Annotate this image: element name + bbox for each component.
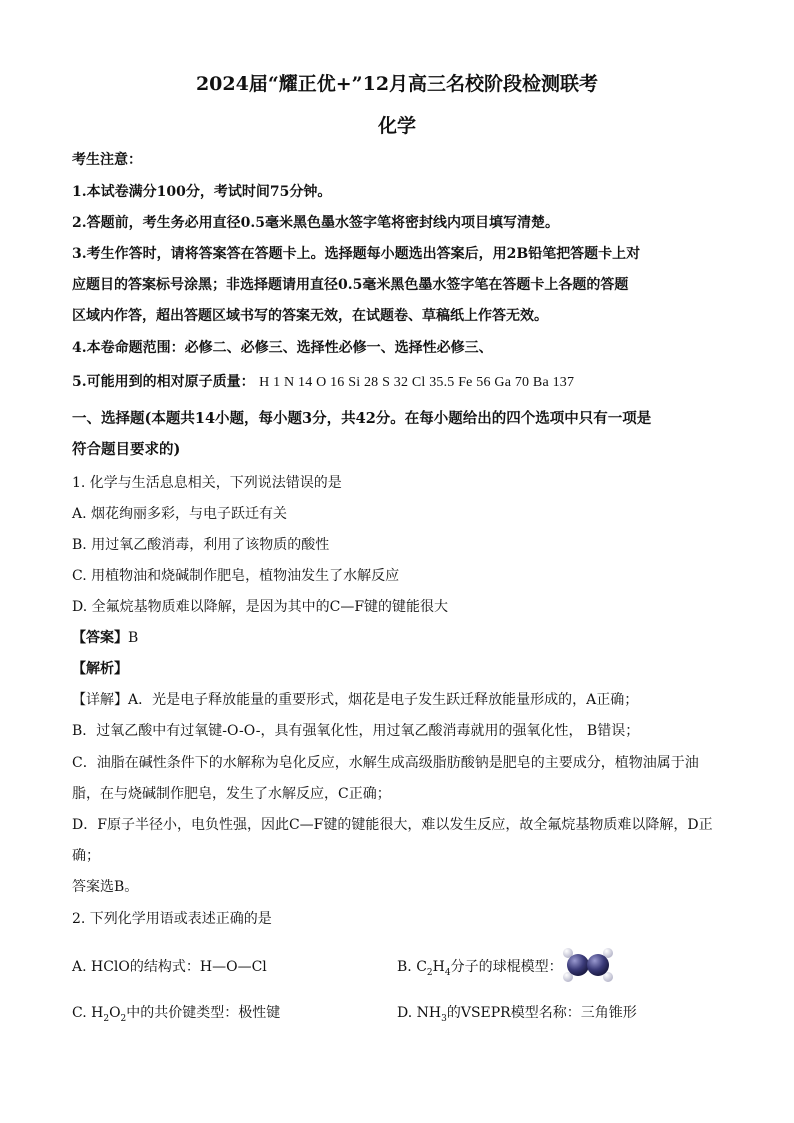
q1-option-c: C. 用植物油和烧碱制作肥皂，植物油发生了水解反应 [72, 568, 400, 584]
atomic-mass-label: 5.可能用到的相对原子质量： [72, 374, 255, 390]
c-atom [567, 954, 589, 976]
q2-option-b-text: 分子的球棍模型： [450, 959, 563, 975]
answer-label: 【答案】 [72, 630, 128, 646]
notice-item-4: 4.本卷命题范围：必修二、必修三、选择性必修一、选择性必修三、 [72, 340, 493, 356]
q1-stem: 1. 化学与生活息息相关，下列说法错误的是 [72, 475, 342, 491]
c-atom [587, 954, 609, 976]
notice-item-3: 3.考生作答时，请将答案答在答题卡上。选择题每小题选出答案后，用2B铅笔把答题卡上对 [72, 246, 641, 262]
q2-option-c-text: C. H [72, 1005, 104, 1021]
q2-stem: 2. 下列化学用语或表述正确的是 [72, 911, 272, 927]
q2-option-c [72, 1003, 280, 1023]
q1-detail-line-6: 确； [72, 848, 100, 864]
q2-option-b [397, 957, 563, 977]
q2-option-d [397, 1003, 637, 1023]
subscript: 2 [426, 967, 433, 978]
subscript: 2 [103, 1013, 110, 1024]
q1-option-d: D. 全氟烷基物质难以降解，是因为其中的C—F键的键能很大 [72, 599, 449, 615]
q1-analysis-label: 【解析】 [72, 661, 128, 677]
q2-option-d-text: D. NH [397, 1005, 442, 1021]
q2-option-c-text: O [109, 1005, 121, 1021]
notice-item-3-cont: 应题目的答案标号涂黑；非选择题请用直径0.5毫米黑色墨水签字笔在答题卡上各题的答题 [72, 277, 629, 293]
atomic-mass-values: H 1 N 14 O 16 Si 28 S 32 Cl 35.5 Fe 56 Ga 70 Ba 137 [259, 375, 575, 390]
q1-detail-line-1: 【详解】A．光是电子释放能量的重要形式，烟花是电子发生跃迁释放能量形成的，A正确； [72, 692, 639, 708]
notice-heading: 考生注意： [72, 152, 142, 168]
subscript: 4 [444, 967, 451, 978]
section1-heading-cont: 符合题目要求的) [72, 441, 181, 458]
answer-value: B [128, 630, 139, 646]
q1-detail-line-4: 脂，在与烧碱制作肥皂，发生了水解反应，C正确； [72, 786, 391, 802]
q2-option-a: A. HClO的结构式：H—O—Cl [72, 959, 267, 975]
ethylene-ball-stick-model-icon [560, 945, 616, 985]
section1-heading: 一、选择题(本题共14小题，每小题3分，共42分。在每小题给出的四个选项中只有一项是 [72, 410, 652, 427]
subscript: 2 [120, 1013, 127, 1024]
q1-detail-line-5: D．F原子半径小，电负性强，因此C—F键的键能很大，难以发生反应，故全氟烷基物质难以降解，D正 [72, 817, 713, 833]
exam-title: 2024届“耀正优+”12月高三名校阶段检测联考 [195, 73, 599, 95]
notice-item-1: 1.本试卷满分100分，考试时间75分钟。 [72, 184, 332, 200]
notice-item-5 [72, 372, 574, 393]
q1-option-b: B. 用过氧乙酸消毒，利用了该物质的酸性 [72, 537, 330, 553]
q1-detail-line-7: 答案选B。 [72, 879, 139, 895]
subscript: 3 [441, 1013, 447, 1024]
q2-option-b-text: B. C [397, 959, 427, 975]
q2-option-b-text: H [432, 959, 445, 975]
q2-option-d-text: 的VSEPR模型名称：三角锥形 [446, 1005, 637, 1021]
q1-detail-line-3: C．油脂在碱性条件下的水解称为皂化反应，水解生成高级脂肪酸钠是肥皂的主要成分，植物油属于油 [72, 755, 699, 771]
q1-detail-line-2: B．过氧乙酸中有过氧键-O-O-，具有强氧化性，用过氧乙酸消毒就用的强氧化性， B错误； [72, 723, 640, 739]
q1-answer [72, 628, 138, 648]
subject-title: 化学 [377, 115, 416, 137]
q1-option-a: A. 烟花绚丽多彩，与电子跃迁有关 [72, 506, 288, 522]
notice-item-3-cont2: 区域内作答，超出答题区域书写的答案无效，在试题卷、草稿纸上作答无效。 [72, 308, 548, 324]
q2-option-c-text: 中的共价键类型：极性键 [126, 1005, 281, 1021]
notice-item-2: 2.答题前，考生务必用直径0.5毫米黑色墨水签字笔将密封线内项目填写清楚。 [72, 215, 559, 231]
